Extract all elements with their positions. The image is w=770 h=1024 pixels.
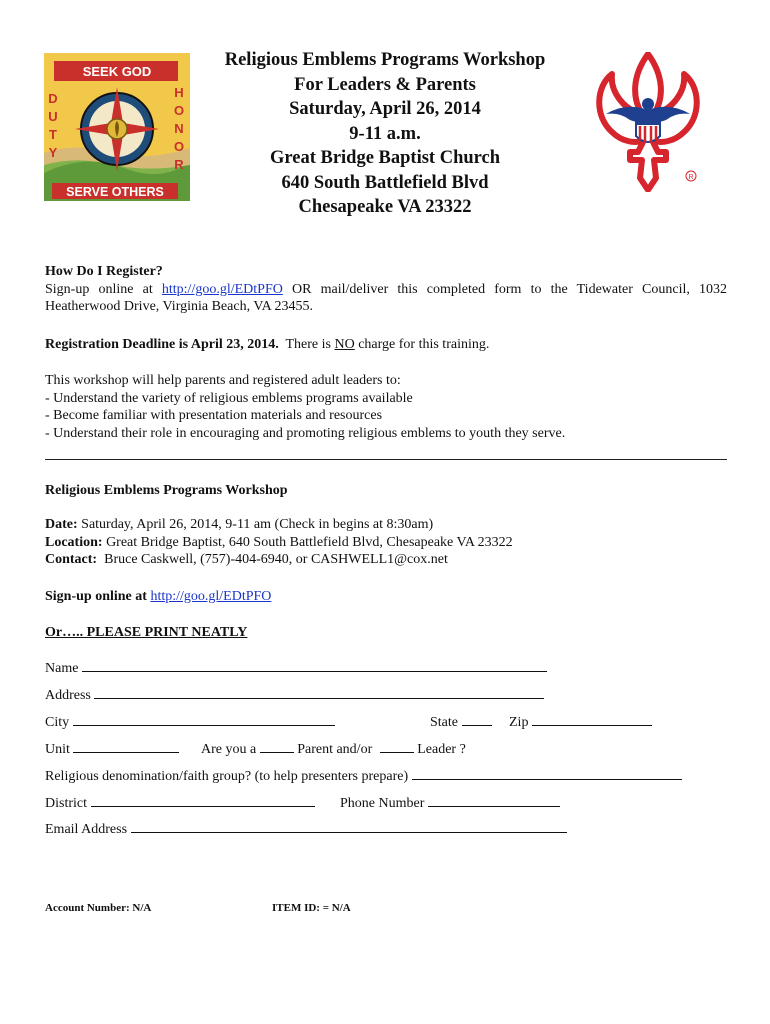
svg-text:Y: Y: [48, 145, 58, 160]
deadline-post: charge for this training.: [354, 337, 490, 352]
contact-label: Contact:: [45, 552, 98, 568]
zip-label: Zip: [509, 715, 529, 730]
zip-field[interactable]: [532, 713, 652, 726]
contact-value: Bruce Caskwell, (757)-404-6940, or CASHWELL1@cox.net: [97, 552, 448, 568]
purpose-item: - Understand their role in encouraging and promoting religious emblems to youth they serve.: [45, 425, 566, 441]
zip-row: [509, 713, 652, 731]
page-title: [200, 48, 570, 220]
city-row: [45, 713, 335, 731]
register-heading: How Do I Register?: [45, 264, 163, 279]
district-row: [45, 794, 315, 812]
title-line: Chesapeake VA 23322: [298, 197, 472, 217]
title-line: 9-11 a.m.: [349, 123, 421, 144]
religious-emblem-logo: [44, 53, 190, 201]
parent-label: Parent and/or: [297, 742, 373, 757]
title-line: 640 South Battlefield Blvd: [281, 172, 489, 193]
religion-label: Religious denomination/faith group? (to help presenters prepare): [45, 769, 409, 784]
register-instructions: [45, 281, 727, 316]
name-label: Name: [45, 661, 79, 676]
title-line: For Leaders & Parents: [294, 74, 476, 95]
phone-row: [340, 794, 560, 812]
date-label: Date:: [45, 517, 78, 532]
name-field[interactable]: [82, 659, 547, 672]
signup-line: [45, 588, 727, 606]
address-label: Address: [45, 688, 91, 703]
city-field[interactable]: [73, 713, 335, 726]
signup-label: Sign-up online at: [45, 589, 151, 604]
account-number: Account Number: N/A: [45, 902, 152, 914]
signup-link-2[interactable]: http://goo.gl/EDtPFO: [150, 589, 272, 604]
email-label: Email Address: [45, 822, 128, 837]
svg-text:U: U: [48, 109, 58, 124]
date-value: Saturday, April 26, 2014, 9-11 am (Check in begins at 8:30am): [77, 517, 434, 532]
deadline-text: Registration Deadline is April 23, 2014.: [45, 337, 279, 352]
phone-label: Phone Number: [340, 796, 425, 811]
svg-text:N: N: [174, 121, 184, 136]
title-line: Saturday, April 26, 2014: [289, 99, 481, 119]
title-line: Great Bridge Baptist Church: [269, 148, 501, 168]
address-row: [45, 686, 544, 704]
purpose-intro: This workshop will help parents and registered adult leaders to:: [45, 373, 401, 388]
unit-label: Unit: [45, 742, 70, 757]
address-field[interactable]: [94, 686, 544, 699]
parent-field[interactable]: [260, 740, 294, 753]
section-divider: [45, 459, 727, 460]
svg-text:R: R: [174, 157, 184, 172]
role-row: [201, 740, 466, 758]
email-field[interactable]: [131, 820, 567, 833]
deadline-pre: There is: [278, 337, 335, 352]
city-label: City: [45, 715, 70, 730]
print-neatly-text: Or….. PLEASE PRINT NEATLY: [45, 625, 248, 640]
no-charge-emphasis: NO: [334, 337, 355, 352]
email-row: [45, 820, 567, 838]
register-text: Sign-up online at: [45, 281, 162, 297]
leader-field[interactable]: [380, 740, 414, 753]
register-text: OR mail/deliver this completed form to the Tidewater Council, 1032 Heatherwood Drive, Virginia Beach, VA 23455.: [45, 281, 728, 315]
bsa-fleur-de-lis-logo: [592, 52, 704, 192]
svg-text:T: T: [49, 127, 57, 142]
form-title: [45, 482, 727, 500]
purpose-item: - Understand the variety of religious emblems programs available: [45, 390, 413, 406]
signup-link[interactable]: http://goo.gl/EDtPFO: [161, 281, 283, 297]
item-id: ITEM ID: = N/A: [272, 902, 351, 914]
state-label: State: [430, 715, 458, 730]
location-label: Location:: [45, 534, 103, 550]
unit-row: [45, 740, 179, 758]
deadline-line: [45, 336, 727, 354]
location-value: Great Bridge Baptist, 640 South Battlefield Blvd, Chesapeake VA 23322: [102, 534, 513, 550]
religion-field[interactable]: [412, 767, 682, 780]
print-neatly: [45, 624, 727, 642]
event-details: [45, 516, 727, 569]
logo-top-text: SEEK GOD: [82, 64, 152, 79]
purpose-section: [45, 372, 727, 442]
form-title-text: Religious Emblems Programs Workshop: [45, 483, 288, 498]
register-section: [45, 263, 727, 316]
state-field[interactable]: [462, 713, 492, 726]
svg-text:D: D: [48, 91, 58, 106]
purpose-item: - Become familiar with presentation materials and resources: [45, 408, 383, 424]
name-row: [45, 659, 547, 677]
are-you-a-label: Are you a: [201, 742, 257, 757]
svg-text:O: O: [173, 103, 185, 118]
unit-field[interactable]: [73, 740, 179, 753]
svg-text:O: O: [173, 139, 185, 154]
district-label: District: [45, 796, 87, 811]
svg-text:H: H: [174, 85, 184, 100]
phone-field[interactable]: [428, 794, 560, 807]
logo-bottom-text: SERVE OTHERS: [66, 185, 164, 199]
leader-label: Leader ?: [417, 742, 466, 757]
svg-text:R: R: [688, 174, 694, 181]
religion-row: [45, 767, 682, 785]
title-line: Religious Emblems Programs Workshop: [224, 50, 546, 70]
district-field[interactable]: [91, 794, 315, 807]
state-row: [430, 713, 492, 731]
